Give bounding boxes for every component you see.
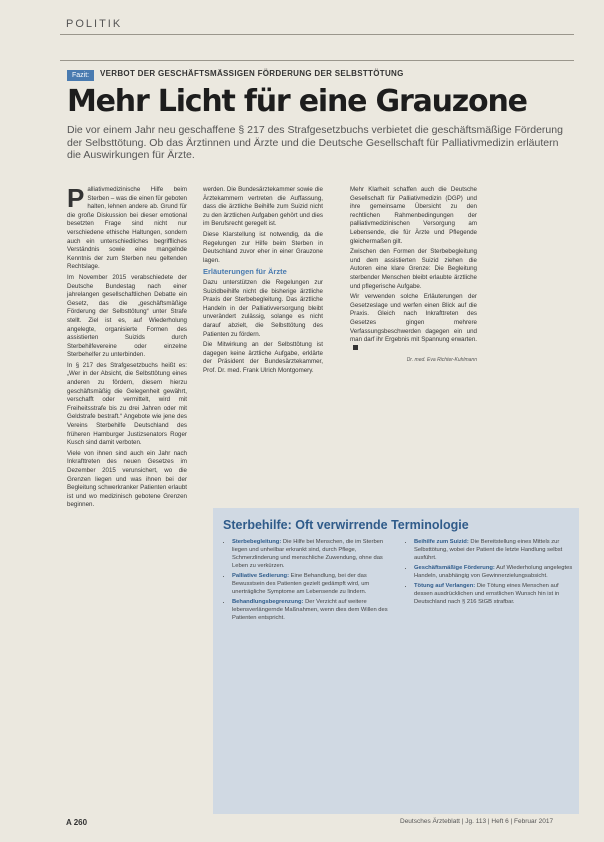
article-lead: Die vor einem Jahr neu geschaffene § 217 des Strafgesetzbuchs verbietet die geschäftsmäßige Förderung der Selbsttötung. Ob das Ärztinnen und Ärzte und die Deutsche Gesellschaft für Palliativmedizin erläutern die Auswirkungen für Ärzte. — [67, 124, 563, 161]
paragraph: alliativmedizinische Hilfe beim Sterben – was die einen für geboten halten, lehnen andere ab. Grund für die große Diskussion bei dieser emotional besetzten Frage sind nicht nur verschiedene ethische Haltungen, sondern auch ein unterschiedliches begriffliches Verständnis sowie eine mangelnde Kenntnis der zum Sterben neu geltenden Rechtslage. — [67, 186, 187, 271]
section-label: POLITIK — [66, 18, 123, 30]
article-column-3 — [350, 186, 477, 365]
journal-citation: Deutsches Ärzteblatt | Jg. 113 | Heft 6 | Februar 2017 — [400, 818, 554, 825]
end-mark — [353, 345, 358, 350]
paragraph: Dazu unterstützen die Regelungen zur Suizidbeihilfe nicht die bisherige ärztliche Praxis der Sterbebegleitung. Das ärztliche Handeln in der Palliativversorgung bleibt unverändert zulässig, solange es nicht darauf abzielt, die Selbsttötung des Patienten zu fördern. — [203, 278, 323, 338]
drop-cap: P — [67, 183, 85, 213]
article-column-1 — [67, 183, 187, 512]
paragraph: Wir verwenden solche Erläuterungen der Gesetzeslage und werfen einen Blick auf die Praxis. Gleich nach Inkrafttreten des Gesetzes gingen mehrere Verfassungsbeschwerden dagegen ein und man darf ihr Ergebnis mit Spannung erwarten. — [350, 293, 477, 353]
paragraph: Mehr Klarheit schaffen auch die Deutsche Gesellschaft für Palliativmedizin (DGP) und ihre gemeinsame Übersicht zu den rechtlichen Rahmenbedingungen der palliativmedizinischen Versorgung am Lebensende, die für Ärzte und Pflegende gleichermaßen gilt. — [350, 186, 477, 245]
article-column-2 — [203, 186, 323, 377]
paragraph: Diese Klarstellung ist notwendig, da die Regelungen zur Hilfe beim Sterben in Deutschland zuvor eher in einer Grauzone lagen. — [203, 230, 323, 264]
article-title: Mehr Licht für eine Grauzone — [67, 84, 527, 119]
paragraph: In § 217 des Strafgesetzbuchs heißt es: „Wer in der Absicht, die Selbsttötung eines anderen zu fördern, diesem hierzu geschäftsmäßig die Gelegenheit gewährt, verschafft oder vermittelt, wird mit Freiheitsstrafe bis zu drei Jahren oder mit Geldstrafe bestraft.“ Angebote wie jene des Vereins Sterbehilfe Deutschland des früheren Hamburger Justizsenators Roger Kusch sind damit verboten. — [67, 361, 187, 447]
terminology-infobox — [213, 508, 579, 814]
header-rule — [60, 34, 574, 35]
paragraph: Die Mitwirkung an der Selbsttötung ist dagegen keine ärztliche Aufgabe, erklärte der Präsident der Bundesärztekammer, Prof. Dr. med. Frank Ulrich Montgomery. — [203, 341, 323, 374]
glossary-item: • Palliative Sedierung: Eine Behandlung, bei der das Bewusstsein des Patienten gezielt gedämpft wird, um unerträgliche Symptome am Lebensende zu lindern. — [232, 572, 391, 596]
section-rule — [60, 60, 574, 61]
paragraph: werden. Die Bundesärztekammer sowie die Ärztekammern vertreten die Auffassung, dass die ärztliche Beihilfe zum Suizid nicht zu den ärztlichen Aufgaben gehört und dies im Berufsrecht geregelt ist. — [203, 186, 323, 228]
section-subhead: Erläuterungen für Ärzte — [203, 267, 287, 277]
glossary-item: • Geschäftsmäßige Förderung: Auf Wiederholung angelegtes Handeln, unabhängig von Gewinnerzielungsabsicht. — [414, 564, 573, 580]
paragraph: Im November 2015 verabschiedete der Deutsche Bundestag nach einer jahrelangen gesellschaftlichen Debatte ein Gesetz, das die „geschäftsmäßige Förderung der Selbsttötung“ unter Strafe stellt. Ziel ist es, auf Wiederholung angelegte, organisierte Formen des assistierten Suizids durch Sterbehilfevereine oder einzelne Sterbehelfer zu unterbinden. — [67, 273, 187, 359]
paragraph: Viele von ihnen sind auch ein Jahr nach Inkrafttreten des neuen Gesetzes im Dezember 2015 verunsichert, wo die Grenzen liegen und was ihnen bei der Begleitung schwerkranker Patienten erlaubt ist und wo medizinisch gebotene Grenzen beginnen. — [67, 449, 187, 509]
kicker-line: VERBOT DER GESCHÄFTSMÄSSIGEN FÖRDERUNG DER SELBSTTÖTUNG — [100, 69, 404, 78]
glossary-item: • Tötung auf Verlangen: Die Tötung eines Menschen auf dessen ausdrücklichen und ernstlichen Wunsch hin ist in Deutschland nach § 216 StGB strafbar. — [414, 582, 573, 606]
glossary-item: • Behandlungsbegrenzung: Der Verzicht auf weitere lebensverlängernde Maßnahmen, wenn dies dem Willen des Patienten entspricht. — [232, 598, 391, 622]
paragraph: Zwischen den Formen der Sterbebegleitung und dem assistierten Suizid ziehen die Autoren eine klare Grenze: Die Begleitung sterbender Menschen bleibt erlaubte ärztliche und pflegerische Aufgabe. — [350, 248, 477, 290]
infobox-column-1 — [223, 538, 391, 624]
infobox-title: Sterbehilfe: Oft verwirrende Terminologie — [223, 518, 469, 532]
glossary-item: • Sterbebegleitung: Die Hilfe bei Menschen, die im Sterben liegen und unheilbar erkrankt sind, durch Pflege, Schmerzlinderung und menschliche Zuwendung, ohne das Leben zu verkürzen. — [232, 538, 391, 570]
kicker-tag: Fazit: — [67, 70, 94, 81]
author-byline: Dr. med. Eva Richter-Kuhlmann — [406, 357, 477, 364]
page-number: A 260 — [66, 818, 88, 827]
glossary-item: • Beihilfe zum Suizid: Die Bereitstellung eines Mittels zur Selbsttötung, wobei der Patient die letzte Handlung selbst ausführt. — [414, 538, 573, 562]
infobox-column-2 — [405, 538, 573, 608]
